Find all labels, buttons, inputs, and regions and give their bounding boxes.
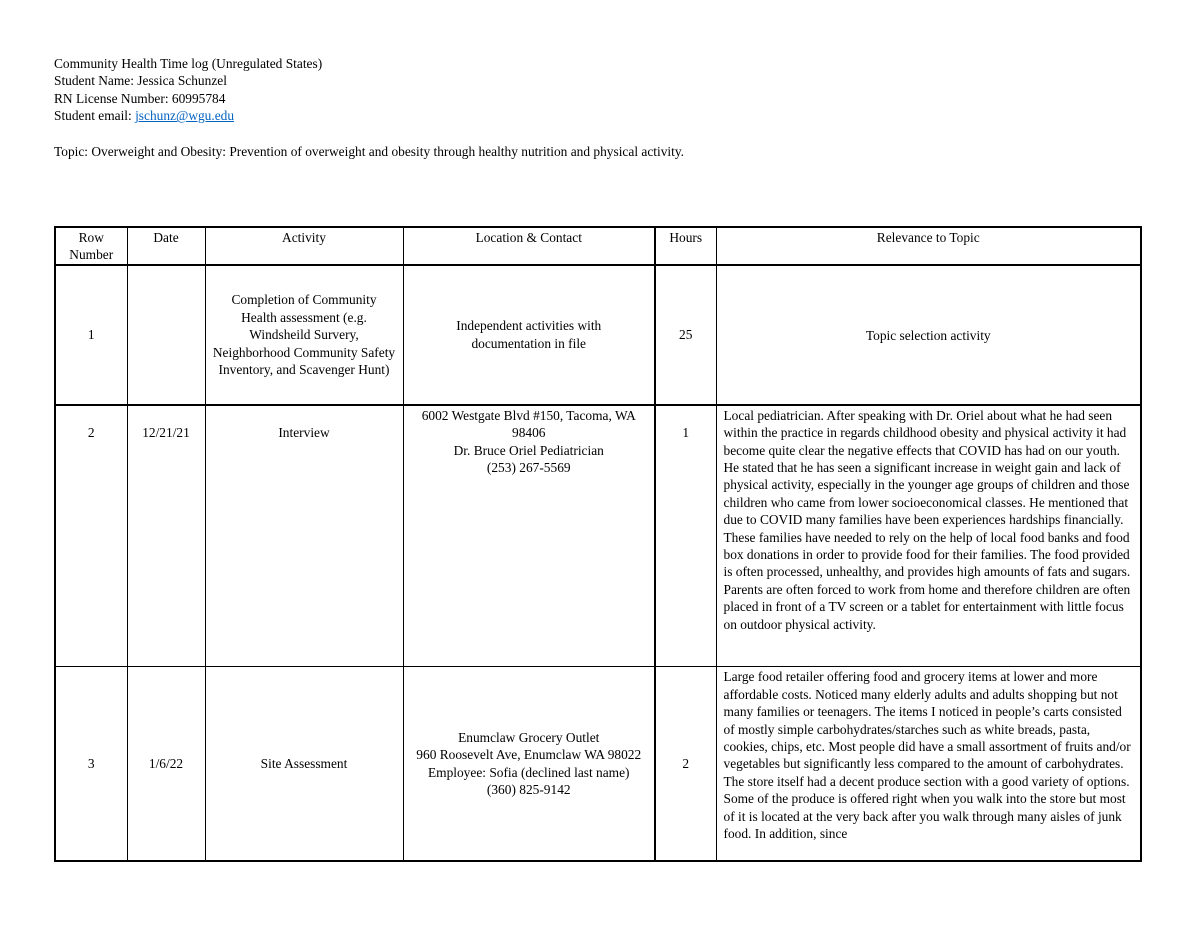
table-header-row [55,227,1141,265]
license-number: RN License Number: 60995784 [54,90,226,106]
table-row [55,265,1141,405]
time-log-table [54,226,1142,862]
col-header-activity: Activity [205,227,403,265]
student-email-line [54,107,322,124]
cell-location [403,667,655,861]
cell-location [403,405,655,667]
email-label: Student email: [54,108,136,124]
cell-hours: 1 [655,405,716,667]
cell-hours: 2 [655,667,716,861]
location-line: 6002 Westgate Blvd #150, Tacoma, WA 98406 [421,407,636,441]
cell-date [127,265,205,405]
cell-activity: Interview [205,405,403,667]
table-row [55,667,1141,861]
location-line: Enumclaw Grocery Outlet [458,729,600,745]
cell-row-number: 2 [55,405,127,667]
cell-activity: Site Assessment [205,667,403,861]
cell-date: 12/21/21 [127,405,205,667]
location-line: Employee: Sofia (declined last name) [427,764,630,780]
table-row [55,405,1141,667]
document-title: Community Health Time log (Unregulated States) [54,56,323,71]
email-link[interactable]: jschunz@wgu.edu [135,108,235,124]
col-header-hours: Hours [655,227,716,265]
location-line: (253) 267-5569 [486,460,571,476]
col-header-location: Location & Contact [403,227,655,265]
topic-line: Topic: Overweight and Obesity: Prevention of overweight and obesity through healthy nutrition and physical activity. [54,144,685,159]
location-line: Independent activities with documentation in file [456,318,602,351]
student-name: Student Name: Jessica Schunzel [54,73,227,89]
cell-date: 1/6/22 [127,667,205,861]
cell-relevance: Large food retailer offering food and grocery items at lower and more affordable costs. Noticed many elderly adults and adults shopping but not many families or teenagers. The items I noticed in people’s carts consisted of mostly simple carbohydrates/starches such as white breads, pasta, cookies, chips, etc. Most people did have a small assortment of fruits and/or vegetables but significantly less compared to the amount of carbohydrates. The store itself had a decent produce section with a good variety of options. Some of the produce is offered right when you walk into the store but most of it is located at the very back after you walk through many aisles of junk food. In addition, since [716,667,1141,861]
cell-relevance: Local pediatrician. After speaking with Dr. Oriel about what he had seen within the practice in regards childhood obesity and physical activity it had become quite clear the negative effects that COVID has had on our youth. He stated that he has seen a significant increase in weight gain and lack of physical activity, especially in the younger age groups of children and those children who came from lower socioeconomical classes. He mentioned that due to COVID many families have been experiences hardships financially. These families have needed to rely on the help of local food banks and food box donations in order to provide food for their families. The food provided is often processed, unhealthy, and provides high amounts of fats and sugars. Parents are often forced to work from home and therefore children are often placed in front of a TV screen or a tablet for entertainment with little focus on outdoor physical activity. [716,405,1141,667]
location-line: (360) 825-9142 [486,781,571,797]
cell-location [403,265,655,405]
col-header-date: Date [127,227,205,265]
location-line: Dr. Bruce Oriel Pediatrician [453,442,604,458]
document-header [54,55,322,125]
cell-relevance: Topic selection activity [716,265,1141,405]
cell-row-number: 3 [55,667,127,861]
cell-activity: Completion of Community Health assessment (e.g. Windsheild Survery, Neighborhood Community Safety Inventory, and Scavenger Hunt) [205,265,403,405]
col-header-relevance: Relevance to Topic [716,227,1141,265]
cell-hours: 25 [655,265,716,405]
location-line: 960 Roosevelt Ave, Enumclaw WA 98022 [416,747,642,763]
cell-row-number: 1 [55,265,127,405]
col-header-row-number: Row Number [55,227,127,265]
